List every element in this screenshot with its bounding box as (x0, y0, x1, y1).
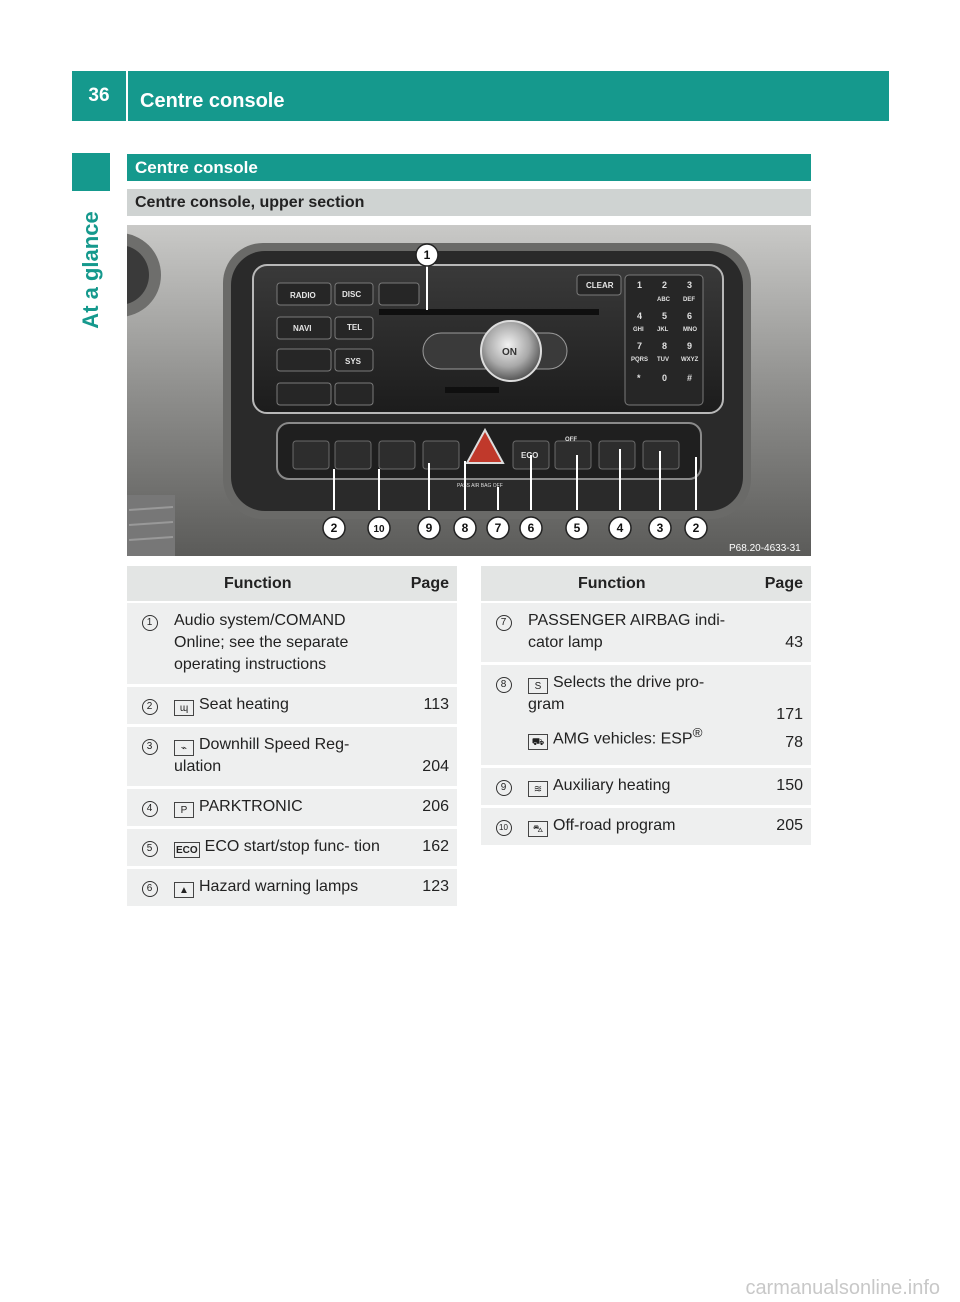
drive-program-icon: S (528, 678, 548, 694)
eco-button-label: ECO (521, 451, 539, 460)
row-page: 204 (392, 727, 457, 789)
navi-button-label: NAVI (293, 324, 312, 333)
callout-5: 5 (573, 521, 581, 535)
table-row (127, 829, 457, 869)
header-divider (126, 71, 128, 121)
row-page: 206 (392, 789, 457, 829)
header-title: Centre console (140, 90, 285, 112)
tel-button-label: TEL (347, 323, 363, 332)
dsr-icon: ⌁ (174, 740, 194, 756)
callout-7: 7 (494, 521, 502, 535)
svg-text:9: 9 (687, 341, 693, 351)
row-function: Downhill Speed Reg- ulation (174, 736, 350, 775)
table-row (481, 808, 811, 848)
sys-button-label: SYS (345, 357, 362, 366)
svg-text:#: # (687, 373, 693, 383)
svg-text:WXYZ: WXYZ (681, 357, 699, 363)
footer-watermark[interactable]: carmanualsonline.info (745, 1277, 940, 1299)
svg-text:PQRS: PQRS (631, 357, 649, 363)
function-table-right (481, 566, 811, 848)
callout-8: 8 (461, 521, 469, 535)
on-knob-label: ON (502, 347, 517, 358)
seat-heating-icon: ɰ (174, 700, 194, 716)
row-function: Hazard warning lamps (199, 878, 359, 895)
svg-text:6: 6 (687, 311, 693, 321)
table-row (127, 869, 457, 909)
svg-text:GHI: GHI (633, 327, 644, 333)
svg-text:5: 5 (662, 311, 668, 321)
row-function: Audio system/COMAND Online; see the separate operating instructions (166, 603, 392, 687)
esp-off-icon: ⛟ (528, 734, 548, 750)
side-tab-label: At a glance (78, 211, 103, 329)
centre-console-photo (127, 225, 811, 556)
row-function: ECO start/stop func- tion (204, 838, 380, 855)
row-page (392, 603, 457, 687)
table-row (127, 727, 457, 789)
svg-text:MNO: MNO (683, 327, 697, 333)
row-number: 8 (496, 677, 512, 693)
radio-button-label: RADIO (290, 291, 316, 300)
function-header: Function (166, 566, 392, 603)
side-tab-marker (72, 153, 110, 191)
svg-text:*: * (637, 373, 641, 383)
callout-2-left: 2 (330, 521, 338, 535)
photo-code: P68.20-4633-31 (729, 543, 801, 554)
subsection-title: Centre console, upper section (127, 189, 811, 216)
table-row (481, 603, 811, 665)
row-number: 4 (142, 801, 158, 817)
svg-text:4: 4 (637, 311, 643, 321)
callout-6: 6 (527, 521, 535, 535)
hazard-icon: ▲ (174, 882, 194, 898)
row-number: 6 (142, 881, 158, 897)
row-page: 150 (746, 768, 811, 808)
row-page: 43 (746, 603, 811, 665)
svg-text:DEF: DEF (683, 297, 695, 303)
row-function: PARKTRONIC (199, 798, 303, 815)
side-tab (72, 200, 110, 340)
offroad-icon: ⛍ (528, 821, 548, 837)
svg-text:1: 1 (637, 280, 643, 290)
row-function: Off-road program (553, 817, 676, 834)
callout-3: 3 (656, 521, 664, 535)
row-sub-function: AMG vehicles: ESP (553, 730, 693, 748)
row-page: 162 (392, 829, 457, 869)
row-number: 7 (496, 615, 512, 631)
row-function: Auxiliary heating (553, 777, 671, 794)
passenger-airbag-label: PASS AIR BAG OFF (457, 483, 503, 489)
row-number: 10 (496, 820, 512, 836)
section-title: Centre console (127, 154, 811, 181)
row-page: 205 (746, 808, 811, 848)
page-number: 36 (88, 85, 110, 106)
svg-text:3: 3 (687, 280, 693, 290)
callout-2-right: 2 (692, 521, 700, 535)
parktronic-off-label: OFF (565, 437, 577, 443)
callout-1: 1 (423, 248, 431, 262)
svg-text:2: 2 (662, 280, 668, 290)
table-row (481, 665, 811, 768)
function-table-left (127, 566, 457, 909)
row-number: 3 (142, 739, 158, 755)
svg-text:8: 8 (662, 341, 668, 351)
svg-text:ABC: ABC (657, 297, 670, 303)
disc-button-label: DISC (342, 290, 362, 299)
table-row (127, 687, 457, 727)
page-header: Page (746, 566, 811, 603)
svg-text:JKL: JKL (657, 327, 669, 333)
registered-mark: ® (692, 725, 703, 740)
row-number: 1 (142, 615, 158, 631)
row-number: 5 (142, 841, 158, 857)
table-row (481, 768, 811, 808)
row-page: 123 (392, 869, 457, 909)
clear-button-label: CLEAR (586, 281, 614, 290)
callout-9: 9 (425, 521, 433, 535)
eco-icon: ECO (174, 842, 200, 858)
svg-text:TUV: TUV (657, 357, 669, 363)
table-row (127, 789, 457, 829)
parktronic-icon: P (174, 802, 194, 818)
svg-text:0: 0 (662, 373, 668, 383)
callout-4: 4 (616, 521, 624, 535)
row-sub-item (528, 722, 738, 750)
row-function: Seat heating (199, 696, 289, 713)
table-row (127, 603, 457, 687)
page-header: Page (392, 566, 457, 603)
row-number: 2 (142, 699, 158, 715)
row-number: 9 (496, 780, 512, 796)
row-function: Selects the drive pro- gram (528, 674, 705, 713)
row-function: PASSENGER AIRBAG indi- cator lamp (520, 603, 746, 665)
callout-10: 10 (373, 524, 385, 535)
auxiliary-heating-icon: ≋ (528, 781, 548, 797)
row-sub-page: 78 (785, 734, 803, 751)
function-header: Function (520, 566, 746, 603)
row-page: 113 (392, 687, 457, 727)
svg-text:7: 7 (637, 341, 643, 351)
row-page: 171 (776, 706, 803, 723)
